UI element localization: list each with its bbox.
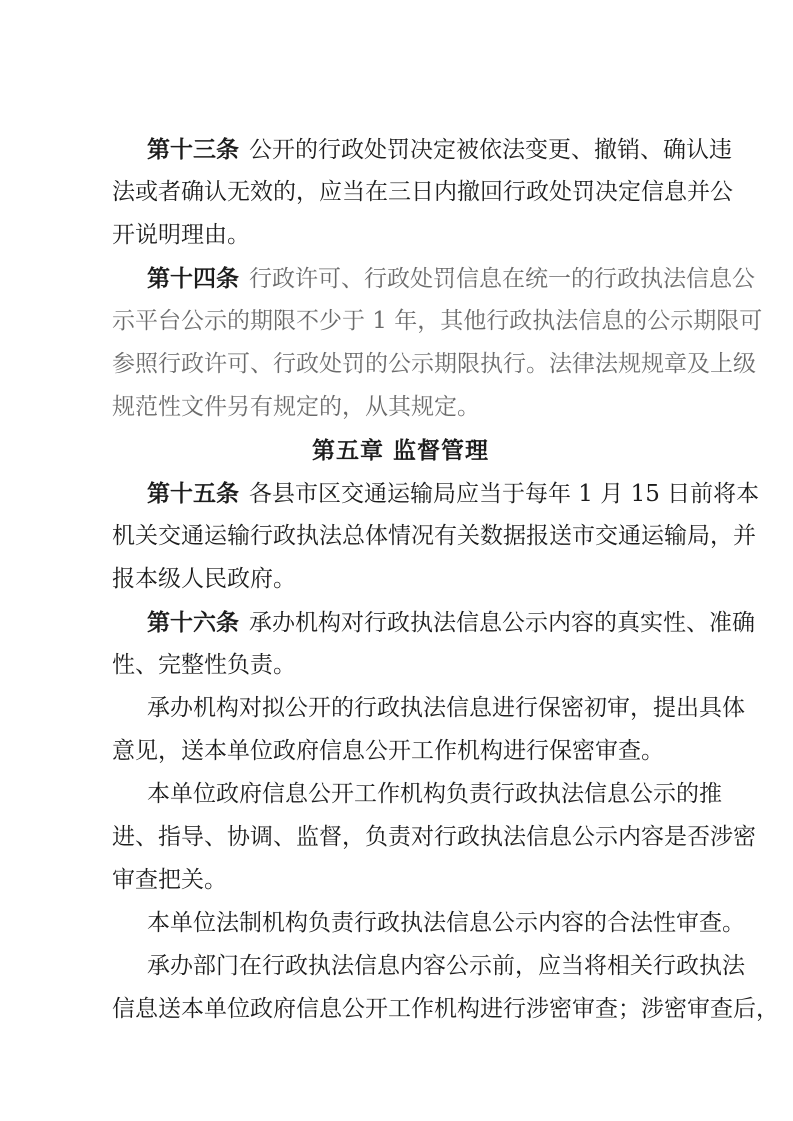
article-13-line-3: 开说明理由。 — [112, 222, 250, 248]
article-16-para-3-line-2: 进、指导、协调、监督，负责对行政执法信息公示内容是否涉密 — [112, 824, 756, 850]
article-13-label: 第十三条 — [147, 136, 239, 163]
article-15-line-1: 第十五条 各县市区交通运输局应当于每年 1 月 15 日前将本 — [147, 480, 760, 507]
article-16-para-4-line-1: 本单位法制机构负责行政执法信息公示内容的合法性审查。 — [147, 910, 745, 936]
article-16-para-5-line-1: 承办部门在行政执法信息内容公示前，应当将相关行政执法 — [147, 953, 745, 979]
article-14-line-1: 第十四条 行政许可、行政处罚信息在统一的行政执法信息公 — [147, 265, 755, 292]
article-16-line-1: 第十六条 承办机构对行政执法信息公示内容的真实性、准确 — [147, 609, 755, 636]
article-15-line-2: 机关交通运输行政执法总体情况有关数据报送市交通运输局，并 — [112, 523, 756, 549]
article-16-para-3-line-1: 本单位政府信息公开工作机构负责行政执法信息公示的推 — [147, 781, 722, 807]
chapter-5-heading: 第五章 监督管理 — [311, 437, 489, 464]
article-16-para-3-line-3: 审查把关。 — [112, 867, 227, 893]
article-14-line-3: 参照行政许可、行政处罚的公示期限执行。法律法规规章及上级 — [112, 351, 756, 377]
article-14-label: 第十四条 — [147, 265, 239, 292]
article-13-line-1: 第十三条 公开的行政处罚决定被依法变更、撤销、确认违 — [147, 136, 732, 163]
article-16-para-5-line-2: 信息送本单位政府信息公开工作机构进行涉密审查；涉密审查后， — [112, 996, 779, 1022]
article-13-line-2: 法或者确认无效的，应当在三日内撤回行政处罚决定信息并公 — [112, 179, 733, 205]
article-14-line-4: 规范性文件另有规定的，从其规定。 — [112, 394, 480, 420]
article-15-label: 第十五条 — [147, 480, 239, 507]
article-16-line-2: 性、完整性负责。 — [112, 652, 296, 678]
article-16-label: 第十六条 — [147, 609, 239, 636]
article-16-para-2-line-2: 意见，送本单位政府信息公开工作机构进行保密审查。 — [112, 738, 664, 764]
article-15-line-3: 报本级人民政府。 — [112, 566, 296, 592]
article-14-line-2: 示平台公示的期限不少于 1 年，其他行政执法信息的公示期限可 — [112, 308, 763, 334]
article-16-para-2-line-1: 承办机构对拟公开的行政执法信息进行保密初审，提出具体 — [147, 695, 745, 721]
